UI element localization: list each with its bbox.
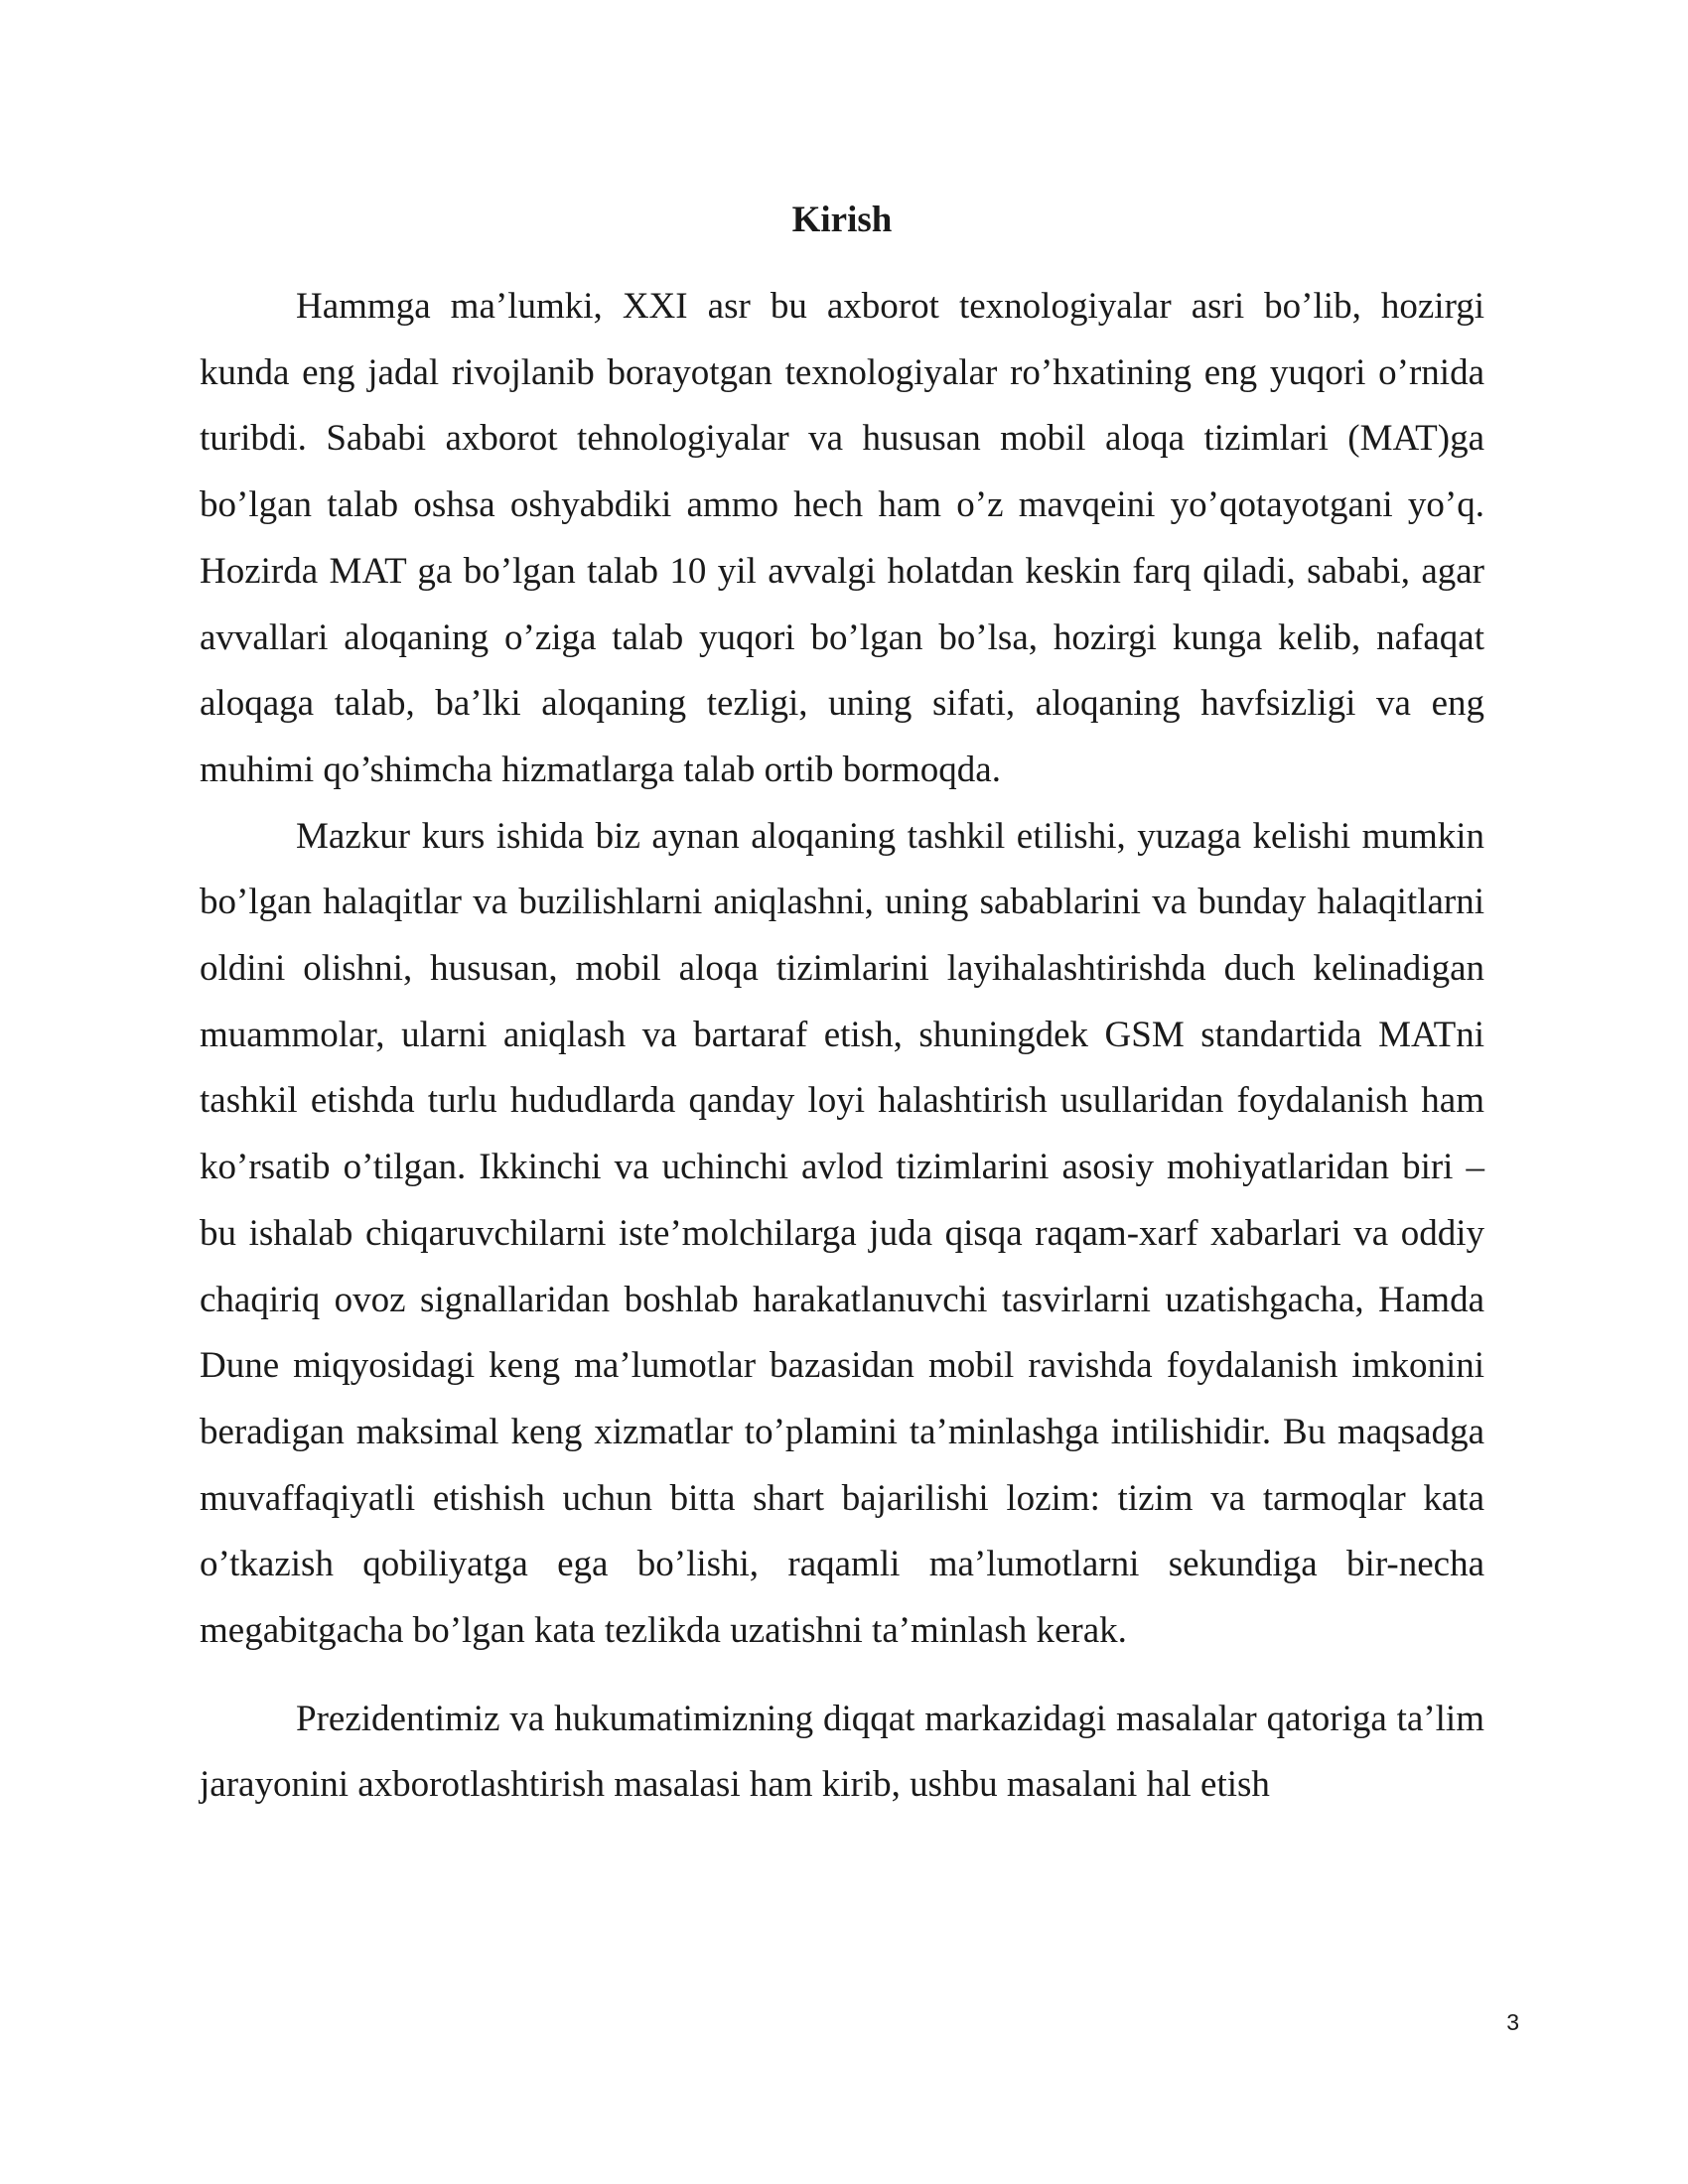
- paragraph-president: Prezidentimiz va hukumatimizning diqqat markazidagi masalalar qatoriga ta’lim jarayonini axborotlashtirish masalasi ham kirib, ushbu masalani hal etish: [200, 1698, 1484, 1806]
- paragraph-course-work: Mazkur kurs ishida biz aynan aloqaning tashkil etilishi, yuzaga kelishi mumkin bo’lgan halaqitlar va buzilishlarni aniqlashni, uning sabablarini va bunday halaqitlarni oldini olishni, hususan, mobil aloqa tizimlarini layihalashtirishda duch kelinadigan muammolar, ularni aniqlash va bartaraf etish, shuningdek GSM standartida MATni tashkil etishda turlu hududlarda qanday loyi halashtirish usullaridan foydalanish ham ko’rsatib o’tilgan. Ikkinchi va uchinchi avlod tizimlarini asosiy mohiyatlaridan biri – bu ishalab chiqaruvchilarni iste’molchilarga juda qisqa raqam-xarf xabarlari va oddiy chaqiriq ovoz signallaridan boshlab harakatlanuvchi tasvirlarni uzatishgacha, Hamda Dune miqyosidagi keng ma’lumotlar bazasidan mobil ravishda foydalanish imkonini beradigan maksimal keng xizmatlar to’plamini ta’minlashga intilishidir. Bu maqsadga muvaffaqiyatli etishish uchun bitta shart bajarilishi lozim: tizim va tarmoqlar kata o’tkazish qobiliyatga ega bo’lishi, raqamli ma’lumotlarni sekundiga bir-necha megabitgacha bo’lgan kata tezlikda uzatishni ta’minlash kerak.: [200, 815, 1484, 1652]
- page-number: 3: [1506, 2009, 1519, 2035]
- paragraph-intro: Hammga ma’lumki, XXI asr bu axborot texnologiyalar asri bo’lib, hozirgi kunda eng jadal rivojlanib borayotgan texnologiyalar ro’hxatining eng yuqori o’rnida turibdi. Sababi axborot tehnologiyalar va hususan mobil aloqa tizimlari (MAT)ga bo’lgan talab oshsa oshyabdiki ammo hech ham o’z mavqeini yo’qotayotgani yo’q. Hozirda MAT ga bo’lgan talab 10 yil avvalgi holatdan keskin farq qiladi, sababi, agar avvallari aloqaning o’ziga talab yuqori bo’lgan bo’lsa, hozirgi kunga kelib, nafaqat aloqaga talab, ba’lki aloqaning tezligi, uning sifati, aloqaning havfsizligi va eng muhimi qo’shimcha hizmatlarga talab ortib bormoqda.: [200, 286, 1484, 790]
- page-content: [200, 195, 1484, 1819]
- page-title: Kirish: [791, 200, 893, 240]
